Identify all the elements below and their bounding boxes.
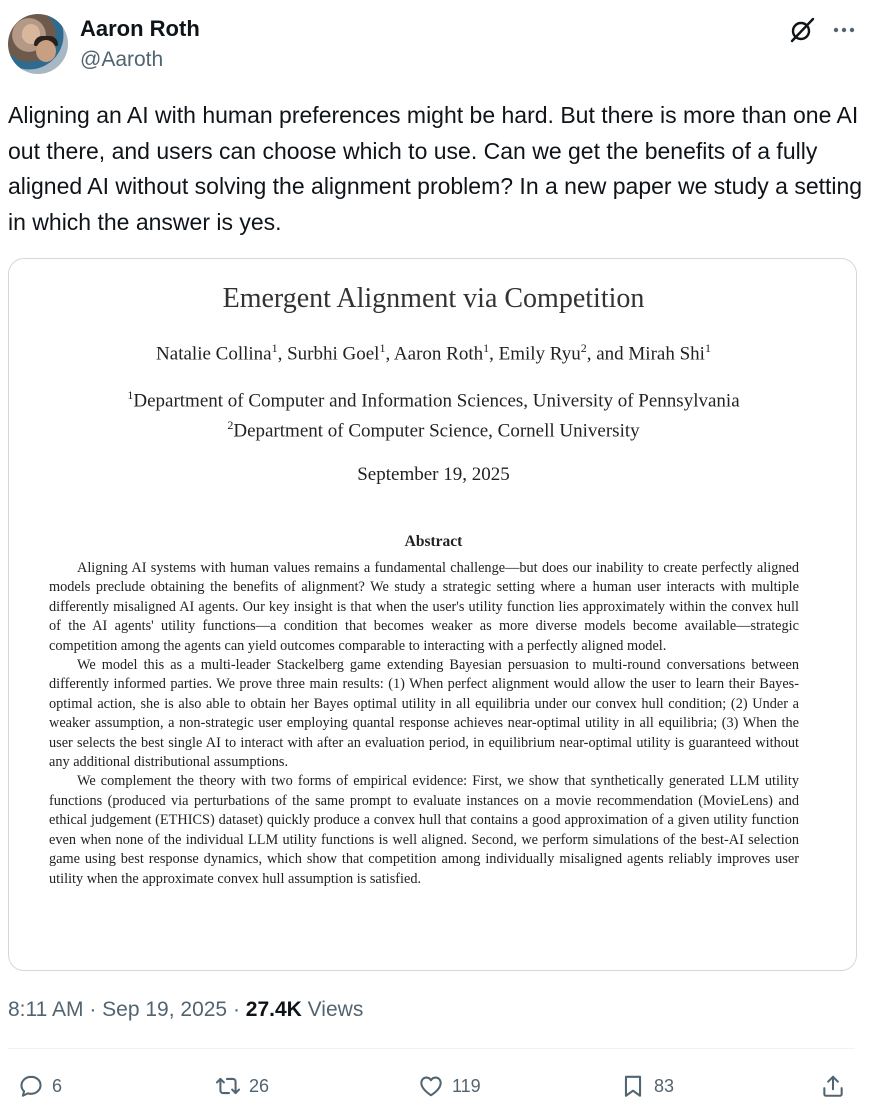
reply-count: 6 xyxy=(52,1075,63,1096)
affiliation-text: Department of Computer and Information Sciences, University of Pennsylvania xyxy=(133,390,740,412)
affiliation-marker: 1 xyxy=(127,388,134,402)
views-label: Views xyxy=(301,998,364,1021)
paper-author-name: Natalie Collina xyxy=(156,343,272,365)
more-icon[interactable] xyxy=(830,16,858,44)
bookmark-button[interactable] xyxy=(620,1072,674,1100)
repost-icon xyxy=(215,1073,241,1099)
divider xyxy=(8,1048,855,1049)
abstract-body xyxy=(49,559,799,889)
affiliation-marker: 2 xyxy=(227,418,234,433)
share-button[interactable] xyxy=(820,1072,854,1100)
author-affil-marker: 2 xyxy=(580,341,587,355)
author-separator: , xyxy=(385,343,394,365)
author-separator: , and xyxy=(586,343,629,365)
like-button[interactable] xyxy=(418,1072,481,1100)
affiliation-line xyxy=(9,383,857,413)
author-display-name[interactable]: Aaron Roth xyxy=(80,16,200,41)
tweet-date[interactable]: Sep 19, 2025 xyxy=(102,998,228,1021)
author-handle[interactable]: @Aaroth xyxy=(80,48,164,71)
action-bar xyxy=(0,1062,877,1108)
abstract-heading: Abstract xyxy=(404,533,463,550)
author-affil-marker: 1 xyxy=(271,341,278,355)
affiliation-line xyxy=(9,413,857,443)
repost-button[interactable] xyxy=(215,1072,269,1100)
author-separator: , xyxy=(277,343,288,365)
paper-author-name: Surbhi Goel xyxy=(287,343,380,365)
reply-icon xyxy=(18,1073,44,1099)
share-icon xyxy=(820,1073,846,1099)
views-count: 27.4K xyxy=(245,998,302,1021)
media-image[interactable] xyxy=(8,258,857,971)
paper-screenshot xyxy=(9,259,857,971)
paper-authors xyxy=(9,341,857,365)
author-affil-marker: 1 xyxy=(379,341,386,355)
affiliation-text: Department of Computer Science, Cornell University xyxy=(233,420,640,442)
paper-author-name: Mirah Shi xyxy=(628,343,705,365)
tweet-text: Aligning an AI with human preferences might be hard. But there is more than one AI out there, and users can choose which to use. Can we get the benefits of a fully aligned AI without solving the alignment problem? In a new paper we study a setting in which the answer is yes. xyxy=(8,102,863,235)
meta-separator: · xyxy=(227,998,246,1021)
bookmark-count: 83 xyxy=(654,1075,675,1096)
tweet-meta xyxy=(8,998,363,1022)
paper-affiliations xyxy=(9,383,857,444)
bookmark-icon xyxy=(620,1073,646,1099)
heart-icon xyxy=(418,1073,444,1099)
meta-separator: · xyxy=(83,998,103,1021)
paper-author-name: Aaron Roth xyxy=(393,343,484,365)
author-separator: , xyxy=(489,343,499,365)
reply-button[interactable] xyxy=(18,1072,62,1100)
author-affil-marker: 1 xyxy=(704,341,711,355)
abstract-paragraph: We complement the theory with two forms of empirical evidence: First, we show that synthetically generated LLM utility functions (produced via perturbations of the same prompt to evaluate instances on a movie recommendation (MovieLens) and ethical judgement (ETHICS) dataset) quickly produce a convex hull that contains a good approximation of a given utility function even when none of the individual LLM utility functions is well aligned. Second, we perform simulations of the best-AI selection game using best response dynamics, which show that competition among individually misaligned agents reliably improves user utility when the approximate convex hull assumption is satisfied. xyxy=(49,773,799,887)
tweet-time[interactable]: 8:11 AM xyxy=(8,998,84,1021)
abstract-paragraph: We model this as a multi-leader Stackelberg game extending Bayesian persuasion to multi-round conversations between differently informed parties. We prove three main results: (1) When perfect alignment would allow the user to learn their Bayes-optimal action, she is also able to obtain her Bayes optimal utility in all equilibria under our convex hull condition; (2) Under a weaker assumption, a non-strategic user employing quantal response achieves near-optimal utility in all equilibria; (3) When the user selects the best single AI to interact with after an evaluation period, in equilibrium near-optimal utility is guaranteed without any additional distributional assumptions. xyxy=(49,657,799,771)
paper-title: Emergent Alignment via Competition xyxy=(222,283,645,314)
paper-date: September 19, 2025 xyxy=(357,464,510,485)
paper-author-name: Emily Ryu xyxy=(498,343,581,365)
avatar-face xyxy=(36,40,56,62)
repost-count: 26 xyxy=(249,1075,270,1096)
abstract-paragraph: Aligning AI systems with human values remains a fundamental challenge—but does our inability to create perfectly aligned models preclude obtaining the benefits of alignment? We study a strategic setting where a human user interacts with multiple differently misaligned AI agents. Our key insight is that when the user's utility function lies approximately within the convex hull of the AI agents' utility functions—a condition that becomes weaker as more diverse models become available—strategic competition among the agents can yield outcomes comparable to interacting with a perfectly aligned model. xyxy=(49,560,799,654)
tweet-header xyxy=(0,0,877,90)
avatar[interactable] xyxy=(8,14,68,74)
like-count: 119 xyxy=(452,1075,481,1096)
author-affil-marker: 1 xyxy=(483,341,490,355)
grok-icon[interactable] xyxy=(788,16,816,44)
